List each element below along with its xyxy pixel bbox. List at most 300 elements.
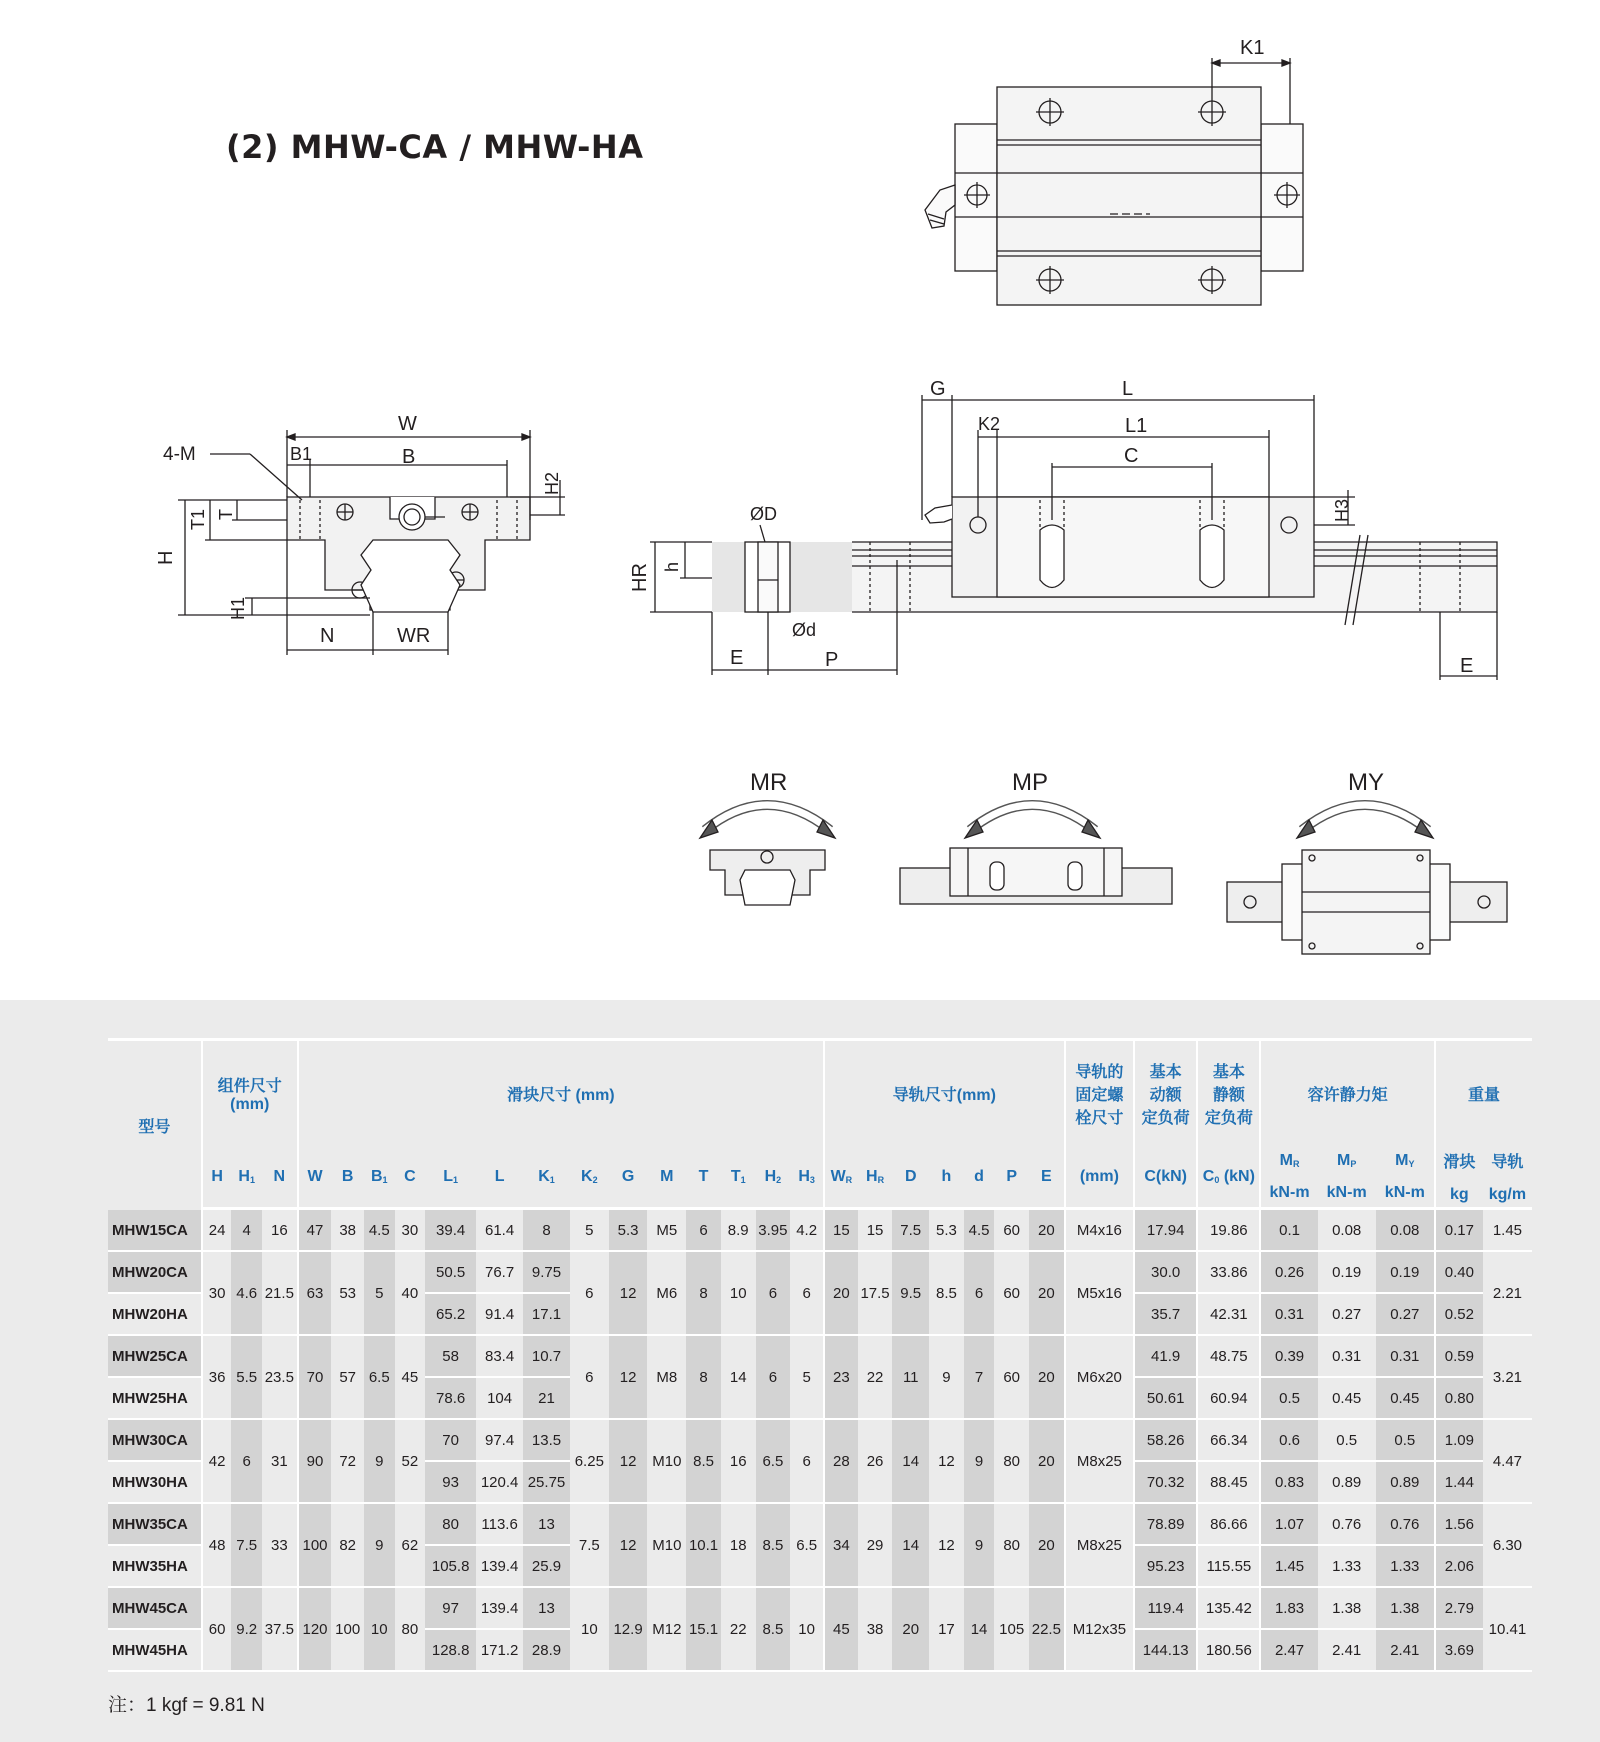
cell-e: 20 xyxy=(1029,1336,1064,1420)
cell-b1: 10 xyxy=(364,1588,395,1672)
cell-rail-kgm: 3.21 xyxy=(1483,1336,1532,1420)
th-weight: 重量 xyxy=(1434,1038,1532,1146)
cell-l1: 80 xyxy=(425,1504,476,1546)
cell-mp: 0.5 xyxy=(1318,1420,1376,1462)
cell-l: 104 xyxy=(476,1378,523,1420)
cell-mp: 0.76 xyxy=(1318,1504,1376,1546)
cell-h: 30 xyxy=(201,1252,232,1336)
cell-c0-kn: 33.86 xyxy=(1196,1252,1259,1294)
table-row xyxy=(108,1504,1532,1546)
label-h3: H3 xyxy=(1332,498,1352,522)
label-mp: MP xyxy=(1012,769,1048,796)
label-w: W xyxy=(398,413,417,435)
cell-l1: 105.8 xyxy=(425,1546,476,1588)
cell-model: MHW35HA xyxy=(108,1546,201,1588)
cell-t: 15.1 xyxy=(686,1588,721,1672)
cell-t1: 18 xyxy=(721,1504,756,1588)
cell-p: 60 xyxy=(994,1336,1029,1420)
cell-t1: 14 xyxy=(721,1336,756,1420)
th-col-h3: $H_3$ xyxy=(790,1146,823,1210)
cell-h2: 6 xyxy=(756,1336,791,1420)
cell-l1: 65.2 xyxy=(425,1294,476,1336)
cell-my: 0.31 xyxy=(1376,1336,1434,1378)
cell-h: 48 xyxy=(201,1504,232,1588)
cell-k2: 6 xyxy=(570,1252,609,1336)
cell-p: 80 xyxy=(994,1504,1029,1588)
cell-c: 45 xyxy=(395,1336,426,1420)
cell-n: 31 xyxy=(262,1420,297,1504)
end-view-drawing xyxy=(155,413,565,655)
cell-k1: 8 xyxy=(523,1210,570,1252)
cell-l1: 97 xyxy=(425,1588,476,1630)
cell-c0-kn: 19.86 xyxy=(1196,1210,1259,1252)
cell-c-kn: 95.23 xyxy=(1133,1546,1196,1588)
cell-my: 0.27 xyxy=(1376,1294,1434,1336)
cell-g: 5.3 xyxy=(609,1210,648,1252)
th-col-h-small: h xyxy=(929,1146,964,1210)
cell-mr: 1.07 xyxy=(1259,1504,1317,1546)
cell-model: MHW30CA xyxy=(108,1420,201,1462)
cell-bolt: M8x25 xyxy=(1064,1504,1133,1588)
cell-w: 70 xyxy=(297,1336,332,1420)
cell-k1: 13.5 xyxy=(523,1420,570,1462)
cell-block-kg: 2.06 xyxy=(1434,1546,1483,1588)
cell-block-kg: 1.56 xyxy=(1434,1504,1483,1546)
cell-d: 7 xyxy=(964,1336,995,1420)
cell-c-kn: 78.89 xyxy=(1133,1504,1196,1546)
th-col-n: N xyxy=(262,1146,297,1210)
cell-hr: 29 xyxy=(858,1504,893,1588)
th-bolt: 导轨的 固定螺 栓尺寸 xyxy=(1064,1038,1133,1146)
cell-model: MHW20CA xyxy=(108,1252,201,1294)
cell-c: 62 xyxy=(395,1504,426,1588)
cell-h1: 7.5 xyxy=(231,1504,262,1588)
cell-e: 22.5 xyxy=(1029,1588,1064,1672)
th-col-w: W xyxy=(297,1146,332,1210)
label-b: B xyxy=(402,446,416,468)
cell-model: MHW45CA xyxy=(108,1588,201,1630)
cell-n: 37.5 xyxy=(262,1588,297,1672)
cell-h: 36 xyxy=(201,1336,232,1420)
cell-c0-kn: 42.31 xyxy=(1196,1294,1259,1336)
label-p: P xyxy=(825,649,839,671)
cell-bolt: M8x25 xyxy=(1064,1420,1133,1504)
cell-b: 38 xyxy=(331,1210,364,1252)
cell-hr: 17.5 xyxy=(858,1252,893,1336)
cell-c-kn: 17.94 xyxy=(1133,1210,1196,1252)
cell-mr: 2.47 xyxy=(1259,1630,1317,1672)
cell-h2: 6 xyxy=(756,1252,791,1336)
cell-t1: 22 xyxy=(721,1588,756,1672)
cell-c0-kn: 180.56 xyxy=(1196,1630,1259,1672)
cell-mp: 0.31 xyxy=(1318,1336,1376,1378)
cell-block-kg: 0.40 xyxy=(1434,1252,1483,1294)
th-col-h2: $H_2$ xyxy=(756,1146,791,1210)
th-model: 型号 xyxy=(108,1038,201,1210)
cell-m: M8 xyxy=(647,1336,686,1420)
cell-t: 8 xyxy=(686,1336,721,1420)
label-d-big: ØD xyxy=(750,504,777,524)
cell-d: 4.5 xyxy=(964,1210,995,1252)
label-t: T xyxy=(216,509,236,520)
cell-w: 120 xyxy=(297,1588,332,1672)
cell-b1: 6.5 xyxy=(364,1336,395,1420)
cell-l1: 93 xyxy=(425,1462,476,1504)
th-col-g: G xyxy=(609,1146,648,1210)
th-unit-my: $M_Y$ kN-m xyxy=(1376,1146,1434,1210)
cell-my: 0.76 xyxy=(1376,1504,1434,1546)
cell-c-kn: 58.26 xyxy=(1133,1420,1196,1462)
th-rail: 导轨尺寸(mm) xyxy=(823,1038,1064,1146)
cell-d: 14 xyxy=(892,1420,929,1504)
cell-l: 97.4 xyxy=(476,1420,523,1462)
label-hr: HR xyxy=(629,563,651,592)
cell-h1: 4.6 xyxy=(231,1252,262,1336)
th-unit-c: C(kN) xyxy=(1133,1146,1196,1210)
cell-p: 80 xyxy=(994,1420,1029,1504)
cell-k2: 5 xyxy=(570,1210,609,1252)
cell-l: 113.6 xyxy=(476,1504,523,1546)
cell-mp: 0.19 xyxy=(1318,1252,1376,1294)
cell-k1: 25.9 xyxy=(523,1546,570,1588)
cell-n: 21.5 xyxy=(262,1252,297,1336)
cell-w: 100 xyxy=(297,1504,332,1588)
label-4m: 4-M xyxy=(163,444,196,465)
cell-bolt: M12x35 xyxy=(1064,1588,1133,1672)
cell-t: 8 xyxy=(686,1252,721,1336)
label-k1: K1 xyxy=(1240,37,1265,59)
cell-k1: 21 xyxy=(523,1378,570,1420)
table-row xyxy=(108,1252,1532,1294)
cell-bolt: M4x16 xyxy=(1064,1210,1133,1252)
cell-block-kg: 0.80 xyxy=(1434,1378,1483,1420)
spec-table-body xyxy=(108,1210,1532,1672)
cell-g: 12 xyxy=(609,1504,648,1588)
cell-c0-kn: 48.75 xyxy=(1196,1336,1259,1378)
cell-h2: 6.5 xyxy=(756,1420,791,1504)
cell-m: M10 xyxy=(647,1504,686,1588)
cell-d: 14 xyxy=(964,1588,995,1672)
cell-model: MHW15CA xyxy=(108,1210,201,1252)
cell-c-kn: 70.32 xyxy=(1133,1462,1196,1504)
cell-h1: 4 xyxy=(231,1210,262,1252)
cell-h3: 5 xyxy=(790,1336,823,1420)
cell-c0-kn: 115.55 xyxy=(1196,1546,1259,1588)
cell-h3: 10 xyxy=(790,1588,823,1672)
cell-b1: 9 xyxy=(364,1420,395,1504)
cell-rail-kgm: 2.21 xyxy=(1483,1252,1532,1336)
cell-wr: 34 xyxy=(823,1504,858,1588)
table-row xyxy=(108,1210,1532,1252)
label-e-left: E xyxy=(730,647,744,669)
cell-mr: 0.31 xyxy=(1259,1294,1317,1336)
cell-e: 20 xyxy=(1029,1420,1064,1504)
cell-g: 12 xyxy=(609,1252,648,1336)
cell-p: 105 xyxy=(994,1588,1029,1672)
label-e-right: E xyxy=(1460,655,1474,677)
cell-wr: 20 xyxy=(823,1252,858,1336)
th-col-m: M xyxy=(647,1146,686,1210)
th-col-d-small: d xyxy=(964,1146,995,1210)
cell-h: 12 xyxy=(929,1420,964,1504)
cell-hr: 22 xyxy=(858,1336,893,1420)
cell-n: 16 xyxy=(262,1210,297,1252)
cell-d: 9.5 xyxy=(892,1252,929,1336)
cell-h3: 4.2 xyxy=(790,1210,823,1252)
cell-h: 12 xyxy=(929,1504,964,1588)
th-assembly: 组件尺寸 (mm) xyxy=(201,1038,297,1146)
label-l1: L1 xyxy=(1125,415,1148,437)
cell-l1: 70 xyxy=(425,1420,476,1462)
cell-l1: 50.5 xyxy=(425,1252,476,1294)
th-unit-c0: $C_0$ (kN) xyxy=(1196,1146,1259,1210)
label-h: H xyxy=(155,550,177,565)
label-h2: H2 xyxy=(542,471,562,495)
cell-c-kn: 41.9 xyxy=(1133,1336,1196,1378)
label-my: MY xyxy=(1348,769,1384,796)
th-col-h1: $H_1$ xyxy=(231,1146,262,1210)
cell-h: 8.5 xyxy=(929,1252,964,1336)
cell-w: 47 xyxy=(297,1210,332,1252)
cell-block-kg: 3.69 xyxy=(1434,1630,1483,1672)
cell-g: 12.9 xyxy=(609,1588,648,1672)
cell-wr: 28 xyxy=(823,1420,858,1504)
cell-e: 20 xyxy=(1029,1504,1064,1588)
cell-block-kg: 0.17 xyxy=(1434,1210,1483,1252)
cell-t: 6 xyxy=(686,1210,721,1252)
table-row xyxy=(108,1420,1532,1462)
cell-mp: 1.33 xyxy=(1318,1546,1376,1588)
table-row xyxy=(108,1336,1532,1378)
cell-my: 1.33 xyxy=(1376,1546,1434,1588)
page-title: (2) MHW-CA / MHW-HA xyxy=(226,128,644,166)
cell-t1: 10 xyxy=(721,1252,756,1336)
cell-k1: 17.1 xyxy=(523,1294,570,1336)
cell-e: 20 xyxy=(1029,1210,1064,1252)
cell-h1: 9.2 xyxy=(231,1588,262,1672)
cell-rail-kgm: 4.47 xyxy=(1483,1420,1532,1504)
cell-hr: 38 xyxy=(858,1588,893,1672)
cell-hr: 15 xyxy=(858,1210,893,1252)
cell-my: 1.38 xyxy=(1376,1588,1434,1630)
cell-h: 42 xyxy=(201,1420,232,1504)
cell-c-kn: 50.61 xyxy=(1133,1378,1196,1420)
cell-l: 139.4 xyxy=(476,1546,523,1588)
cell-c0-kn: 135.42 xyxy=(1196,1588,1259,1630)
label-n: N xyxy=(320,625,335,647)
th-dynamic: 基本 动额 定负荷 xyxy=(1133,1038,1196,1146)
cell-d: 9 xyxy=(964,1504,995,1588)
cell-rail-kgm: 6.30 xyxy=(1483,1504,1532,1588)
cell-t: 10.1 xyxy=(686,1504,721,1588)
moment-mr-drawing xyxy=(700,769,835,905)
spec-table xyxy=(108,1038,1532,1672)
label-mr: MR xyxy=(750,769,788,796)
cell-mr: 1.83 xyxy=(1259,1588,1317,1630)
cell-mp: 0.89 xyxy=(1318,1462,1376,1504)
cell-d: 7.5 xyxy=(892,1210,929,1252)
th-unit-rail: 导轨 kg/m xyxy=(1483,1146,1532,1210)
cell-p: 60 xyxy=(994,1210,1029,1252)
label-k2: K2 xyxy=(978,414,1001,434)
cell-rail-kgm: 1.45 xyxy=(1483,1210,1532,1252)
cell-mr: 0.83 xyxy=(1259,1462,1317,1504)
cell-wr: 23 xyxy=(823,1336,858,1420)
cell-block-kg: 0.52 xyxy=(1434,1294,1483,1336)
th-col-l: L xyxy=(476,1146,523,1210)
cell-e: 20 xyxy=(1029,1252,1064,1336)
cell-h3: 6.5 xyxy=(790,1504,823,1588)
cell-k2: 10 xyxy=(570,1588,609,1672)
label-t1: T1 xyxy=(188,508,208,530)
cell-h2: 8.5 xyxy=(756,1504,791,1588)
cell-h: 60 xyxy=(201,1588,232,1672)
cell-l1: 39.4 xyxy=(425,1210,476,1252)
cell-w: 90 xyxy=(297,1420,332,1504)
th-block: 滑块尺寸 (mm) xyxy=(297,1038,823,1146)
cell-my: 0.5 xyxy=(1376,1420,1434,1462)
cell-c: 30 xyxy=(395,1210,426,1252)
cell-p: 60 xyxy=(994,1252,1029,1336)
cell-k1: 10.7 xyxy=(523,1336,570,1378)
cell-c0-kn: 86.66 xyxy=(1196,1504,1259,1546)
cell-block-kg: 1.09 xyxy=(1434,1420,1483,1462)
th-unit-bolt: (mm) xyxy=(1064,1146,1133,1210)
cell-k1: 13 xyxy=(523,1588,570,1630)
cell-t1: 8.9 xyxy=(721,1210,756,1252)
cell-b: 53 xyxy=(331,1252,364,1336)
cell-wr: 15 xyxy=(823,1210,858,1252)
label-l: L xyxy=(1122,378,1134,400)
cell-b: 100 xyxy=(331,1588,364,1672)
cell-h3: 6 xyxy=(790,1420,823,1504)
cell-model: MHW25CA xyxy=(108,1336,201,1378)
th-col-b: B xyxy=(331,1146,364,1210)
cell-c: 80 xyxy=(395,1588,426,1672)
cell-c0-kn: 88.45 xyxy=(1196,1462,1259,1504)
cell-h1: 5.5 xyxy=(231,1336,262,1420)
cell-d: 6 xyxy=(964,1252,995,1336)
cell-h: 9 xyxy=(929,1336,964,1420)
cell-bolt: M6x20 xyxy=(1064,1336,1133,1420)
cell-c0-kn: 60.94 xyxy=(1196,1378,1259,1420)
cell-mp: 1.38 xyxy=(1318,1588,1376,1630)
cell-c: 52 xyxy=(395,1420,426,1504)
th-col-l1: $L_1$ xyxy=(425,1146,476,1210)
cell-m: M5 xyxy=(647,1210,686,1252)
cell-l: 61.4 xyxy=(476,1210,523,1252)
th-unit-block: 滑块 kg xyxy=(1434,1146,1483,1210)
cell-c0-kn: 66.34 xyxy=(1196,1420,1259,1462)
label-h1: H1 xyxy=(228,596,248,620)
cell-h: 5.3 xyxy=(929,1210,964,1252)
cell-block-kg: 0.59 xyxy=(1434,1336,1483,1378)
th-col-k2: $K_2$ xyxy=(570,1146,609,1210)
cell-c-kn: 35.7 xyxy=(1133,1294,1196,1336)
cell-b1: 9 xyxy=(364,1504,395,1588)
cell-d: 20 xyxy=(892,1588,929,1672)
cell-k1: 9.75 xyxy=(523,1252,570,1294)
cell-l1: 58 xyxy=(425,1336,476,1378)
table-row xyxy=(108,1588,1532,1630)
cell-mp: 0.08 xyxy=(1318,1210,1376,1252)
cell-w: 63 xyxy=(297,1252,332,1336)
cell-b1: 5 xyxy=(364,1252,395,1336)
th-col-d: D xyxy=(892,1146,929,1210)
cell-c-kn: 144.13 xyxy=(1133,1630,1196,1672)
cell-model: MHW30HA xyxy=(108,1462,201,1504)
cell-model: MHW35CA xyxy=(108,1504,201,1546)
th-col-e: E xyxy=(1029,1146,1064,1210)
th-col-h: H xyxy=(201,1146,232,1210)
label-h-small: h xyxy=(662,561,682,572)
cell-c-kn: 30.0 xyxy=(1133,1252,1196,1294)
footnote: 注：1 kgf = 9.81 N xyxy=(108,1695,265,1716)
label-d-small: Ød xyxy=(792,620,817,640)
cell-k2: 6 xyxy=(570,1336,609,1420)
moment-my-drawing xyxy=(1227,769,1507,954)
cell-n: 33 xyxy=(262,1504,297,1588)
label-b1: B1 xyxy=(290,444,313,464)
cell-g: 12 xyxy=(609,1420,648,1504)
cell-rail-kgm: 10.41 xyxy=(1483,1588,1532,1672)
th-col-b1: $B_1$ xyxy=(364,1146,395,1210)
cell-h3: 6 xyxy=(790,1252,823,1336)
cell-l1: 128.8 xyxy=(425,1630,476,1672)
cell-t1: 16 xyxy=(721,1420,756,1504)
cell-h2: 3.95 xyxy=(756,1210,791,1252)
cell-b: 57 xyxy=(331,1336,364,1420)
th-col-k1: $K_1$ xyxy=(523,1146,570,1210)
label-wr: WR xyxy=(397,625,431,647)
side-view-drawing xyxy=(629,378,1497,680)
cell-n: 23.5 xyxy=(262,1336,297,1420)
th-unit-mp: $M_P$ kN-m xyxy=(1318,1146,1376,1210)
cell-d: 14 xyxy=(892,1504,929,1588)
cell-my: 0.89 xyxy=(1376,1462,1434,1504)
cell-m: M12 xyxy=(647,1588,686,1672)
cell-mp: 0.27 xyxy=(1318,1294,1376,1336)
cell-mr: 1.45 xyxy=(1259,1546,1317,1588)
cell-k2: 6.25 xyxy=(570,1420,609,1504)
cell-l1: 78.6 xyxy=(425,1378,476,1420)
cell-l: 120.4 xyxy=(476,1462,523,1504)
cell-b: 82 xyxy=(331,1504,364,1588)
cell-l: 83.4 xyxy=(476,1336,523,1378)
cell-c: 40 xyxy=(395,1252,426,1336)
cell-l: 91.4 xyxy=(476,1294,523,1336)
cell-c-kn: 119.4 xyxy=(1133,1588,1196,1630)
cell-k1: 13 xyxy=(523,1504,570,1546)
cell-block-kg: 1.44 xyxy=(1434,1462,1483,1504)
cell-k1: 25.75 xyxy=(523,1462,570,1504)
cell-h: 17 xyxy=(929,1588,964,1672)
cell-l: 139.4 xyxy=(476,1588,523,1630)
cell-b: 72 xyxy=(331,1420,364,1504)
cell-h2: 8.5 xyxy=(756,1588,791,1672)
cell-d: 9 xyxy=(964,1420,995,1504)
cell-g: 12 xyxy=(609,1336,648,1420)
cell-my: 2.41 xyxy=(1376,1630,1434,1672)
th-col-wr: $W_R$ xyxy=(823,1146,858,1210)
cell-wr: 45 xyxy=(823,1588,858,1672)
cell-mr: 0.39 xyxy=(1259,1336,1317,1378)
cell-k2: 7.5 xyxy=(570,1504,609,1588)
cell-mp: 0.45 xyxy=(1318,1378,1376,1420)
th-unit-mr: $M_R$ kN-m xyxy=(1259,1146,1317,1210)
cell-hr: 26 xyxy=(858,1420,893,1504)
label-g: G xyxy=(930,378,946,400)
